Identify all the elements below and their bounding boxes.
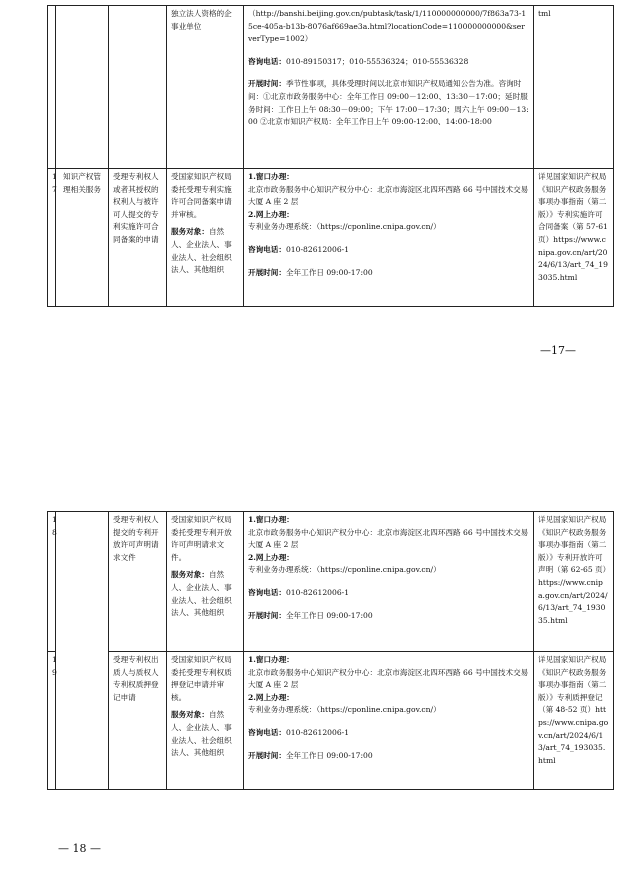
handling-cell xyxy=(244,169,534,307)
window-address: 北京市政务服务中心知识产权分中心：北京市海淀区北四环西路 66 号中国技术交易大厦 A 座 2 层 xyxy=(248,527,529,550)
target-label: 服务对象： xyxy=(171,570,209,580)
handling-cell xyxy=(244,652,534,790)
open-time xyxy=(248,267,529,280)
phone-value: 010-82612006-1 xyxy=(285,244,350,254)
page-number: —17— xyxy=(540,344,576,357)
consult-phone xyxy=(248,56,529,69)
description-cell xyxy=(167,512,244,652)
time-label: 开展时间： xyxy=(248,79,286,89)
open-time xyxy=(248,78,529,128)
description-text: 受国家知识产权局委托受理专利实施许可合同备案申请并审核。 xyxy=(171,172,232,219)
reference-cell xyxy=(534,6,614,169)
phone-label: 咨询电话： xyxy=(248,587,286,597)
row-number-cell xyxy=(48,6,56,169)
reference-cell xyxy=(534,652,614,790)
table-row xyxy=(48,512,614,652)
online-system: 专利业务办理系统：（https://cponline.cnipa.gov.cn/） xyxy=(248,705,441,715)
category-cell xyxy=(56,169,109,307)
row-number-cell xyxy=(48,652,56,790)
consult-phone xyxy=(248,244,529,257)
handling-cell xyxy=(244,6,534,169)
window-label: 1.窗口办理： xyxy=(248,515,294,524)
online-label: 2.网上办理： xyxy=(248,552,294,562)
description-text: 受国家知识产权局委托受理专利权质押登记申请并审核。 xyxy=(171,655,232,702)
category-text: 知识产权管理相关服务 xyxy=(63,172,101,194)
open-time xyxy=(248,750,529,763)
reference-cell xyxy=(534,169,614,307)
item-text: 受理专利权人提交的专利开放许可声明请求文件 xyxy=(113,515,159,562)
description-text: 独立法人资格的企事业单位 xyxy=(171,9,232,31)
online-label: 2.网上办理： xyxy=(248,692,294,702)
handling-cell xyxy=(244,512,534,652)
time-value: 季节性事项，具体受理时间以北京市知识产权局通知公告为准。咨询时间：①北京市政务服务中心：全年工作日 09:00－12:00、13:30－17:00；延时服务时间：工作日上午 08:30－09:00；下午 17:00－17:30；周六上午 09:00－13:00 ②北京市知识产权局：全年工作日上午 09:00-12:00、14:00-18:00 xyxy=(248,79,529,127)
reference-text: 详见国家知识产权局《知识产权政务服务事项办事指南（第二版）》专利开放许可声明（第 62-65 页）https://www.cnipa.gov.cn/art/2024/6/13/art_74_193035.html xyxy=(538,515,608,625)
row-number: 18 xyxy=(52,515,57,537)
table-row xyxy=(48,169,614,307)
phone-label: 咨询电话： xyxy=(248,727,286,737)
service-target xyxy=(171,569,239,619)
consult-phone xyxy=(248,727,529,740)
phone-value: 010-82612006-1 xyxy=(285,587,350,597)
description-text: 受国家知识产权局委托受理专利开放许可声明请求文件。 xyxy=(171,515,232,562)
item-cell xyxy=(109,6,167,169)
item-cell xyxy=(109,169,167,307)
category-cell xyxy=(56,6,109,169)
consult-phone xyxy=(248,587,529,600)
window-address: 北京市政务服务中心知识产权分中心：北京市海淀区北四环西路 66 号中国技术交易大厦 A 座 2 层 xyxy=(248,184,529,207)
online-label: 2.网上办理： xyxy=(248,209,294,219)
table-row xyxy=(48,652,614,790)
time-value: 全年工作日 09:00-17:00 xyxy=(285,750,373,760)
target-label: 服务对象： xyxy=(171,227,209,237)
description-cell xyxy=(167,652,244,790)
item-text: 受理专利权出质人与质权人专利权质押登记申请 xyxy=(113,655,159,702)
service-table-page-18 xyxy=(47,511,614,790)
phone-label: 咨询电话： xyxy=(248,244,286,254)
time-label: 开展时间： xyxy=(248,750,286,760)
item-text: 受理专利权人或者其授权的权利人与被许可人提交的专利实施许可合同备案的申请 xyxy=(113,172,159,244)
reference-text: tml xyxy=(538,9,551,18)
row-number-cell xyxy=(48,512,56,652)
phone-value: 010-89150317；010-55536324；010-55536328 xyxy=(285,56,469,66)
target-value: 自然人、企业法人、事业法人、社会组织法人、其他组织 xyxy=(171,570,232,618)
description-cell xyxy=(167,169,244,307)
service-target xyxy=(171,709,239,759)
description-cell xyxy=(167,6,244,169)
window-address: 北京市政务服务中心知识产权分中心：北京市海淀区北四环西路 66 号中国技术交易大厦 A 座 2 层 xyxy=(248,667,529,690)
time-label: 开展时间： xyxy=(248,610,286,620)
reference-text: 详见国家知识产权局《知识产权政务服务事项办事指南（第二版）》专利质押登记（第 48-52 页）https://www.cnipa.gov.cn/art/2024/6/13/art_74_193035.html xyxy=(538,655,609,765)
table-row xyxy=(48,6,614,169)
reference-text: 详见国家知识产权局《知识产权政务服务事项办事指南（第二版）》专利实施许可合同备案（第 57-61 页）https://www.cnipa.gov.cn/art/2024/6/13/art_74_193035.html xyxy=(538,172,608,282)
service-target xyxy=(171,226,239,276)
target-value: 自然人、企业法人、事业法人、社会组织法人、其他组织 xyxy=(171,227,232,275)
time-label: 开展时间： xyxy=(248,267,286,277)
open-time xyxy=(248,610,529,623)
phone-value: 010-82612006-1 xyxy=(285,727,350,737)
item-cell xyxy=(109,512,167,652)
window-label: 1.窗口办理： xyxy=(248,655,294,664)
service-url: （http://banshi.beijing.gov.cn/pubtask/task/1/110000000000/7f863a73-15ce-405a-b13b-8076af669ae3a.html?locationCode=110000000000&serverType=1002） xyxy=(248,9,527,44)
service-table-page-17 xyxy=(47,5,614,307)
target-label: 服务对象： xyxy=(171,710,209,720)
row-number: 17 xyxy=(52,172,57,194)
online-system: 专利业务办理系统：（https://cponline.cnipa.gov.cn/） xyxy=(248,565,441,575)
reference-cell xyxy=(534,512,614,652)
page-number: — 18 — xyxy=(58,842,101,855)
time-value: 全年工作日 09:00-17:00 xyxy=(285,610,373,620)
window-label: 1.窗口办理： xyxy=(248,172,294,181)
time-value: 全年工作日 09:00-17:00 xyxy=(285,267,373,277)
row-number-cell xyxy=(48,169,56,307)
target-value: 自然人、企业法人、事业法人、社会组织法人、其他组织 xyxy=(171,710,232,758)
row-number: 19 xyxy=(52,655,57,677)
category-cell xyxy=(56,512,109,790)
online-system: 专利业务办理系统：（https://cponline.cnipa.gov.cn/） xyxy=(248,222,441,232)
phone-label: 咨询电话： xyxy=(248,56,286,66)
item-cell xyxy=(109,652,167,790)
